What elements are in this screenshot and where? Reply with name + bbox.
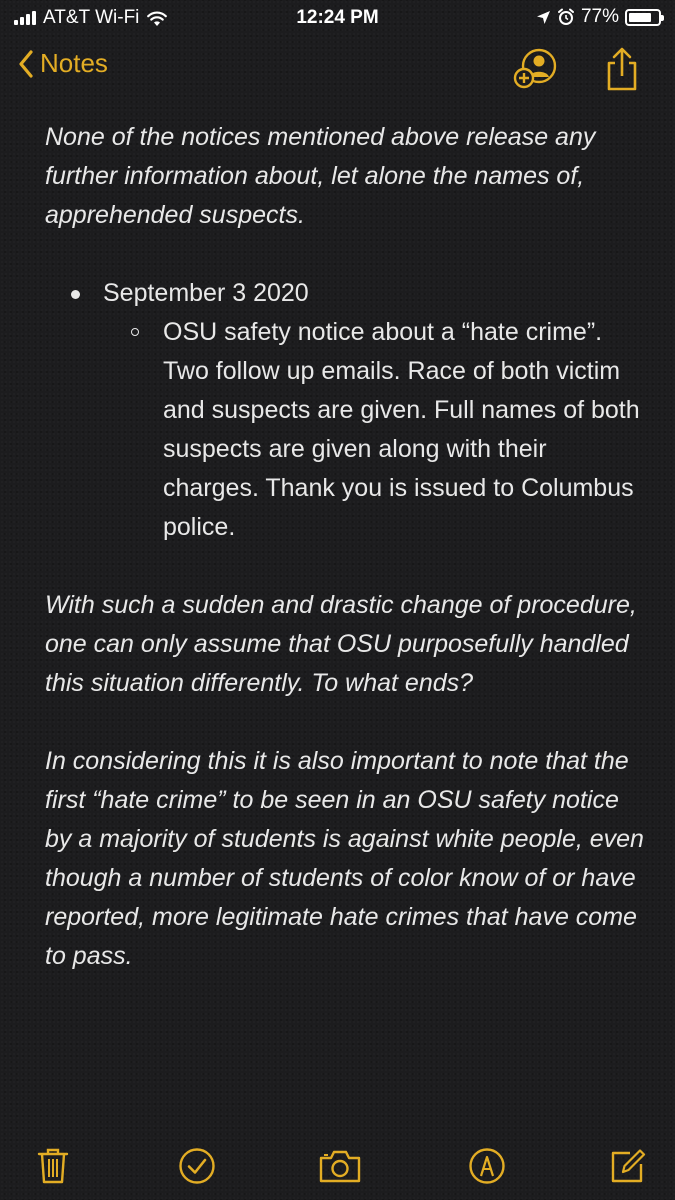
note-paragraph: With such a sudden and drastic change of procedure, one can only assume that OSU purposefully handled this situation differently. To what ends? xyxy=(45,591,637,697)
back-button[interactable] xyxy=(18,48,108,79)
status-right xyxy=(536,6,661,28)
bottom-toolbar xyxy=(0,1135,675,1195)
bullet-dot-icon xyxy=(71,290,80,299)
chevron-left-icon xyxy=(18,50,34,78)
share-icon[interactable] xyxy=(604,46,640,97)
camera-icon[interactable] xyxy=(318,1147,362,1190)
sub-bullet-text: OSU safety notice about a “hate crime”. Two follow up emails. Race of both victim and suspects are given. Full names of both suspects are given along with their charges. Thank you is issued to Columbus police. xyxy=(163,318,640,541)
note-paragraph: In considering this it is also important to note that the first “hate crime” to be seen in an OSU safety notice by a majority of students is against white people, even though a number of students of color know of or have reported, more legitimate hate crimes that have come to pass. xyxy=(45,747,644,970)
alarm-icon xyxy=(557,8,575,26)
nav-bar xyxy=(0,40,675,100)
battery-percent: 77% xyxy=(580,6,619,27)
trash-icon[interactable] xyxy=(37,1147,69,1190)
checklist-icon[interactable] xyxy=(178,1147,216,1190)
sub-bullet-circle-icon xyxy=(131,328,139,336)
paragraph-gap xyxy=(45,235,645,274)
location-icon xyxy=(536,10,551,25)
carrier-label: AT&T Wi-Fi xyxy=(43,7,140,28)
battery-fill xyxy=(629,13,651,22)
status-bar xyxy=(0,0,675,36)
battery-icon xyxy=(625,9,661,26)
bullet-item xyxy=(45,274,645,313)
paragraph-gap xyxy=(45,547,645,586)
paragraph-gap xyxy=(45,703,645,742)
markup-icon[interactable] xyxy=(468,1147,506,1190)
add-person-icon[interactable] xyxy=(512,46,560,97)
sub-bullet-item xyxy=(45,313,645,547)
note-body[interactable] xyxy=(45,118,645,976)
compose-icon[interactable] xyxy=(610,1147,646,1190)
note-paragraph: None of the notices mentioned above release any further information about, let alone the names of, apprehended suspects. xyxy=(45,123,596,229)
status-time: 12:24 PM xyxy=(296,7,379,28)
back-label: Notes xyxy=(40,48,108,78)
bullet-text: September 3 2020 xyxy=(103,279,309,307)
